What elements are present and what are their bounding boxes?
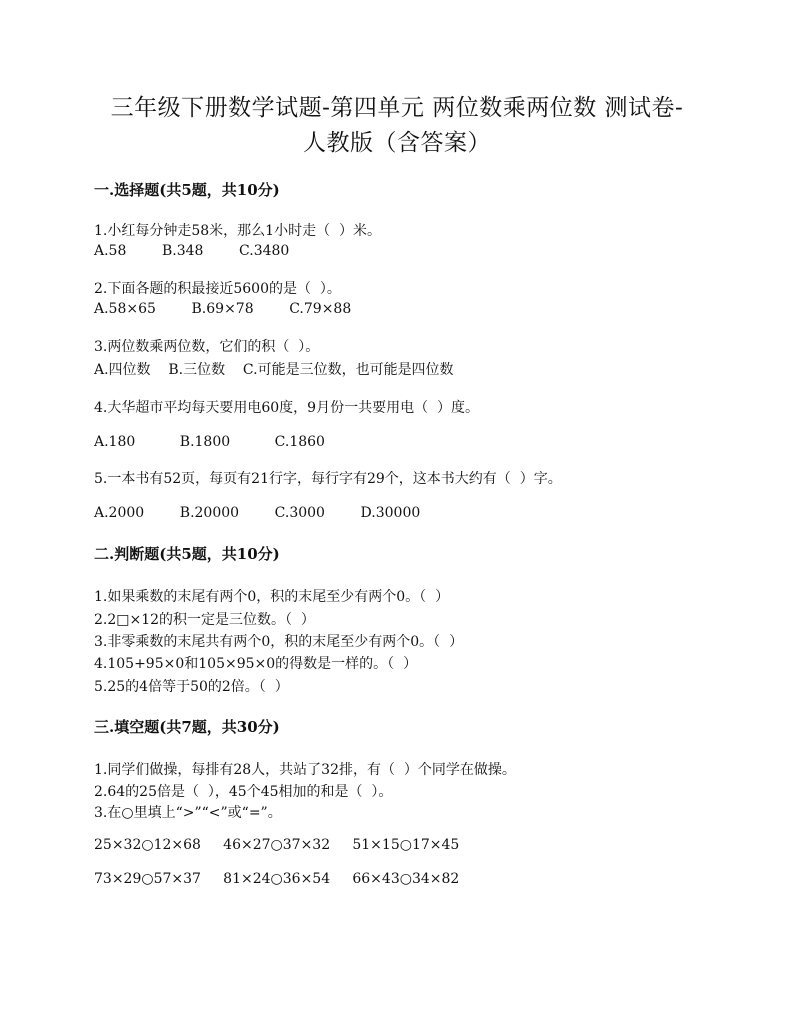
judgement-item-4: 4.105+95×0和105×95×0的得数是一样的。（ ） [94, 656, 418, 672]
section-heading-choice: 一.选择题(共5题，共10分) [94, 181, 280, 199]
choice-question-3: 3.两位数乘两位数，它们的积（ ）。 [94, 339, 320, 355]
choice-question-2: 2.下面各题的积最接近5600的是（ ）。 [94, 281, 341, 297]
fill-in-item-2: 2.64的25倍是（ ），45个45相加的和是（ ）。 [94, 784, 393, 800]
compare-row-1: 25×32○12×68 46×27○37×32 51×15○17×45 [94, 837, 460, 853]
compare-row-2: 73×29○57×37 81×24○36×54 66×43○34×82 [94, 871, 460, 887]
judgement-item-1: 1.如果乘数的末尾有两个0，积的末尾至少有两个0。（ ） [94, 589, 450, 605]
section-heading-fill-in: 三.填空题(共7题，共30分) [94, 718, 280, 736]
choice-options-3: A.四位数 B.三位数 C.可能是三位数，也可能是四位数 [94, 362, 454, 378]
document-title-line-1: 三年级下册数学试题-第四单元 两位数乘两位数 测试卷- [110, 95, 684, 121]
choice-options-4: A.180 B.1800 C.1860 [94, 434, 325, 450]
choice-question-1: 1.小红每分钟走58米，那么1小时走（ ）米。 [94, 223, 381, 239]
document-title-line-2: 人教版（含答案） [303, 130, 491, 156]
fill-in-item-1: 1.同学们做操，每排有28人，共站了32排，有（ ）个同学在做操。 [94, 762, 516, 778]
judgement-item-3: 3.非零乘数的末尾共有两个0，积的末尾至少有两个0。（ ） [94, 634, 464, 650]
choice-question-4: 4.大华超市平均每天要用电60度，9月份一共要用电（ ）度。 [94, 400, 479, 416]
judgement-item-2: 2.2□×12的积一定是三位数。（ ） [94, 612, 315, 628]
choice-options-2: A.58×65 B.69×78 C.79×88 [94, 301, 352, 317]
choice-question-5: 5.一本书有52页，每页有21行字，每行字有29个，这本书大约有（ ）字。 [94, 471, 562, 487]
section-heading-judgement: 二.判断题(共5题，共10分) [94, 545, 280, 563]
choice-options-1: A.58 B.348 C.3480 [94, 243, 290, 259]
fill-in-item-3: 3.在○里填上“>”“<”或“=”。 [94, 805, 282, 821]
judgement-item-5: 5.25的4倍等于50的2倍。（ ） [94, 679, 289, 695]
choice-options-5: A.2000 B.20000 C.3000 D.30000 [94, 505, 421, 521]
